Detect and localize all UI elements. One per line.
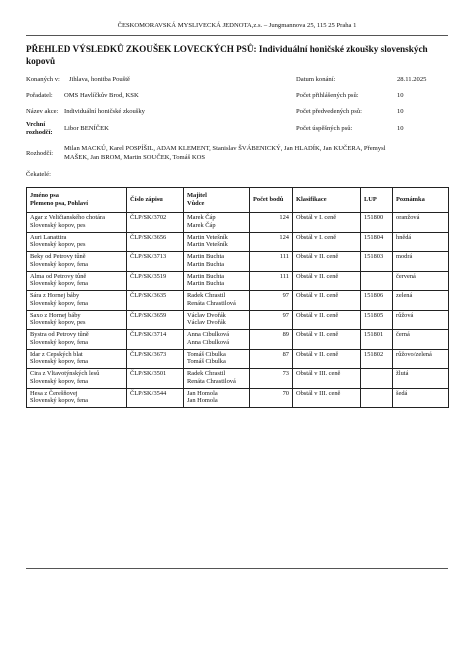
dog-name: Agar z Veličianského chotára: [30, 214, 105, 221]
cell-points: 73: [250, 369, 293, 389]
dog-name: Alma od Petrovy tůně: [30, 272, 87, 280]
cell-owner: [184, 310, 250, 330]
handler-name: Anna Cibulková: [187, 338, 230, 346]
handler-name: Martin Vetešník: [187, 241, 228, 249]
footer-divider: [26, 568, 448, 569]
dog-name: Sára z Hornej báby: [30, 292, 80, 299]
cell-note: červená: [393, 271, 449, 291]
poradatel-label: Pořadatel:: [26, 92, 53, 99]
cell-owner: [184, 232, 250, 252]
cell-owner: [184, 349, 250, 369]
cell-dog: [27, 330, 127, 350]
predvedeno-label: Počet předvedených psů:: [296, 108, 362, 115]
handler-name: Václav Dvořák: [187, 319, 226, 327]
cell-reg: ČLP/SK/3656: [127, 232, 184, 252]
cell-class: Obstál v II. ceně: [293, 330, 361, 350]
cell-points: 70: [250, 388, 293, 408]
rozhodci-label: Rozhodčí:: [26, 150, 54, 157]
table-row: [27, 232, 449, 252]
prihlaseno-label: Počet přihlášených psů:: [296, 92, 359, 99]
cell-dog: [27, 232, 127, 252]
dog-name: Saxo z Hornej báby: [30, 311, 81, 319]
dog-name: Cira z Vltavotýnských lesů: [30, 370, 100, 377]
handler-name: Martin Buchta: [187, 260, 225, 268]
prihlaseno-value: 10: [397, 92, 404, 99]
table-header-row: [27, 188, 449, 213]
dog-name: Hesa z Čerešňovej: [30, 389, 78, 397]
cell-reg: ČLP/SK/3714: [127, 330, 184, 350]
dog-breed: Slovenský kopov, fena: [30, 358, 88, 366]
cell-reg: ČLP/SK/3635: [127, 291, 184, 311]
table-row: [27, 213, 449, 233]
owner-name: Tomáš Cibulka: [187, 350, 226, 358]
cell-owner: [184, 330, 250, 350]
vrchni-rozhodci-value: Libor BENÍČEK: [64, 125, 109, 132]
cell-reg: ČLP/SK/3519: [127, 271, 184, 291]
cell-points: 124: [250, 213, 293, 233]
rozhodci-line-1: Milan MACKŮ, Karel POSPÍŠIL, ADAM KLEMENT, Stanislav ŠVÁBENICKÝ, Jan HLADÍK, Jan KUČERA, Přemysl: [64, 145, 386, 152]
cell-dog: [27, 252, 127, 272]
table-row: [27, 310, 449, 330]
datum-label: Datum konání:: [296, 76, 336, 83]
table-row: [27, 330, 449, 350]
cell-reg: ČLP/SK/3673: [127, 349, 184, 369]
page-title: PŘEHLED VÝSLEDKŮ ZKOUŠEK LOVECKÝCH PSŮ: Individuální honičské zkoušky slovenských kopovů: [26, 44, 428, 66]
col-header-points: Počet bodů: [250, 188, 293, 213]
table-row: [27, 369, 449, 389]
cell-class: Obstál v I. ceně: [293, 232, 361, 252]
dog-breed: Slovenský kopov, pes: [30, 241, 86, 249]
table-row: [27, 252, 449, 272]
cell-lup: 151806: [361, 291, 393, 311]
cell-note: růžovo/zelená: [393, 349, 449, 369]
col-header-reg: Číslo zápisu: [127, 188, 184, 213]
cell-lup: 151804: [361, 232, 393, 252]
cell-points: 124: [250, 232, 293, 252]
table-row: [27, 388, 449, 408]
cell-lup: [361, 271, 393, 291]
cell-note: žlutá: [393, 369, 449, 389]
owner-name: Anna Cibulková: [187, 331, 230, 338]
handler-name: Jan Homola: [187, 397, 218, 405]
cell-owner: [184, 213, 250, 233]
cell-owner: [184, 291, 250, 311]
cell-owner: [184, 388, 250, 408]
cell-dog: [27, 369, 127, 389]
cell-class: Obstál v II. ceně: [293, 271, 361, 291]
cell-note: růžová: [393, 310, 449, 330]
cell-class: Obstál v II. ceně: [293, 252, 361, 272]
owner-name: Václav Dvořák: [187, 311, 226, 319]
uspesnych-label: Počet úspěšných psů:: [296, 125, 353, 132]
cell-points: 111: [250, 271, 293, 291]
cell-reg: ČLP/SK/3544: [127, 388, 184, 408]
col-header-lup: LUP: [361, 188, 393, 213]
handler-name: Marek Čáp: [187, 221, 216, 229]
datum-value: 28.11.2025: [397, 76, 427, 83]
dog-breed: Slovenský kopov, fena: [30, 280, 88, 288]
cell-lup: 151800: [361, 213, 393, 233]
handler-name: Renáta Chrastilová: [187, 377, 236, 385]
dog-breed: Slovenský kopov, pes: [30, 319, 86, 327]
dog-name: Idar z Cepských blat: [30, 350, 83, 358]
header-divider: [26, 35, 448, 36]
owner-name: Radek Chrastil: [187, 370, 226, 377]
nazev-akce-label: Název akce:: [26, 108, 59, 115]
owner-name: Martin Vetešník: [187, 233, 228, 241]
rozhodci-line-2: MAŠEK, Jan BROM, Martin SOUČEK, Tomáš KOS: [64, 154, 206, 161]
dog-name: Bystra od Petrovy tůně: [30, 331, 89, 338]
col-header-class: Klasifikace: [293, 188, 361, 213]
table-row: [27, 349, 449, 369]
dog-breed: Slovenský kopov, fena: [30, 260, 88, 268]
cell-lup: 151801: [361, 330, 393, 350]
dog-name: Beky od Petrovy tůně: [30, 253, 86, 260]
poradatel-value: OMS Havlíčkův Brod, KSK: [64, 92, 139, 99]
cell-owner: [184, 271, 250, 291]
owner-name: Jan Homola: [187, 389, 218, 397]
organization-header: ČESKOMORAVSKÁ MYSLIVECKÁ JEDNOTA,z.s. – Jungmannova 25, 115 25 Praha 1: [117, 22, 357, 29]
owner-name: Martin Buchta: [187, 253, 225, 260]
cell-note: oranžová: [393, 213, 449, 233]
col-header-note: Poznámka: [393, 188, 449, 213]
cell-class: Obstál v I. ceně: [293, 213, 361, 233]
cell-note: modrá: [393, 252, 449, 272]
dog-name: Auri Lanattira: [30, 233, 67, 241]
cell-owner: [184, 369, 250, 389]
nazev-akce-value: Individuální honičské zkoušky: [64, 108, 145, 115]
konano-value: Jihlava, honitba Pouště: [69, 76, 130, 83]
cell-dog: [27, 213, 127, 233]
cell-reg: ČLP/SK/3713: [127, 252, 184, 272]
cell-note: zelená: [393, 291, 449, 311]
cell-dog: [27, 291, 127, 311]
dog-breed: Slovenský kopov, pes: [30, 221, 86, 229]
cell-note: černá: [393, 330, 449, 350]
konano-label: Konaných v:: [26, 76, 60, 83]
results-table: [26, 187, 449, 408]
owner-name: Radek Chrastil: [187, 292, 226, 299]
predvedeno-value: 10: [397, 108, 404, 115]
cell-note: šedá: [393, 388, 449, 408]
cell-points: 87: [250, 349, 293, 369]
uspesnych-value: 10: [397, 125, 404, 132]
cell-class: Obstál v III. ceně: [293, 369, 361, 389]
cell-lup: 151805: [361, 310, 393, 330]
col-header-name: Jméno psa Plemeno psa, Pohlaví: [27, 188, 127, 213]
dog-breed: Slovenský kopov, fena: [30, 397, 88, 405]
table-row: [27, 271, 449, 291]
cell-lup: [361, 369, 393, 389]
dog-breed: Slovenský kopov, fena: [30, 299, 88, 307]
cell-lup: 151802: [361, 349, 393, 369]
cell-class: Obstál v II. ceně: [293, 349, 361, 369]
cell-lup: [361, 388, 393, 408]
owner-name: Martin Buchta: [187, 272, 225, 280]
cell-points: 97: [250, 310, 293, 330]
handler-name: Renáta Chrastilová: [187, 299, 236, 307]
cell-dog: [27, 388, 127, 408]
cell-points: 111: [250, 252, 293, 272]
cekatele-label: Čekatelé:: [26, 171, 51, 178]
cell-class: Obstál v III. ceně: [293, 388, 361, 408]
cell-reg: ČLP/SK/3501: [127, 369, 184, 389]
cell-dog: [27, 271, 127, 291]
cell-class: Obstál v II. ceně: [293, 310, 361, 330]
cell-class: Obstál v II. ceně: [293, 291, 361, 311]
handler-name: Tomáš Cibulka: [187, 358, 226, 366]
handler-name: Martin Buchta: [187, 280, 225, 288]
table-row: [27, 291, 449, 311]
cell-note: hnědá: [393, 232, 449, 252]
cell-points: 97: [250, 291, 293, 311]
dog-breed: Slovenský kopov, fena: [30, 377, 88, 385]
vrchni-rozhodci-label-2: rozhodčí:: [26, 129, 53, 136]
col-header-owner: Majitel Vůdce: [184, 188, 250, 213]
owner-name: Marek Čáp: [187, 214, 216, 221]
cell-reg: ČLP/SK/3702: [127, 213, 184, 233]
vrchni-rozhodci-label-1: Vrchní: [26, 121, 46, 128]
dog-breed: Slovenský kopov, fena: [30, 338, 88, 346]
cell-reg: ČLP/SK/3659: [127, 310, 184, 330]
cell-lup: 151803: [361, 252, 393, 272]
cell-dog: [27, 349, 127, 369]
cell-points: 89: [250, 330, 293, 350]
cell-dog: [27, 310, 127, 330]
cell-owner: [184, 252, 250, 272]
